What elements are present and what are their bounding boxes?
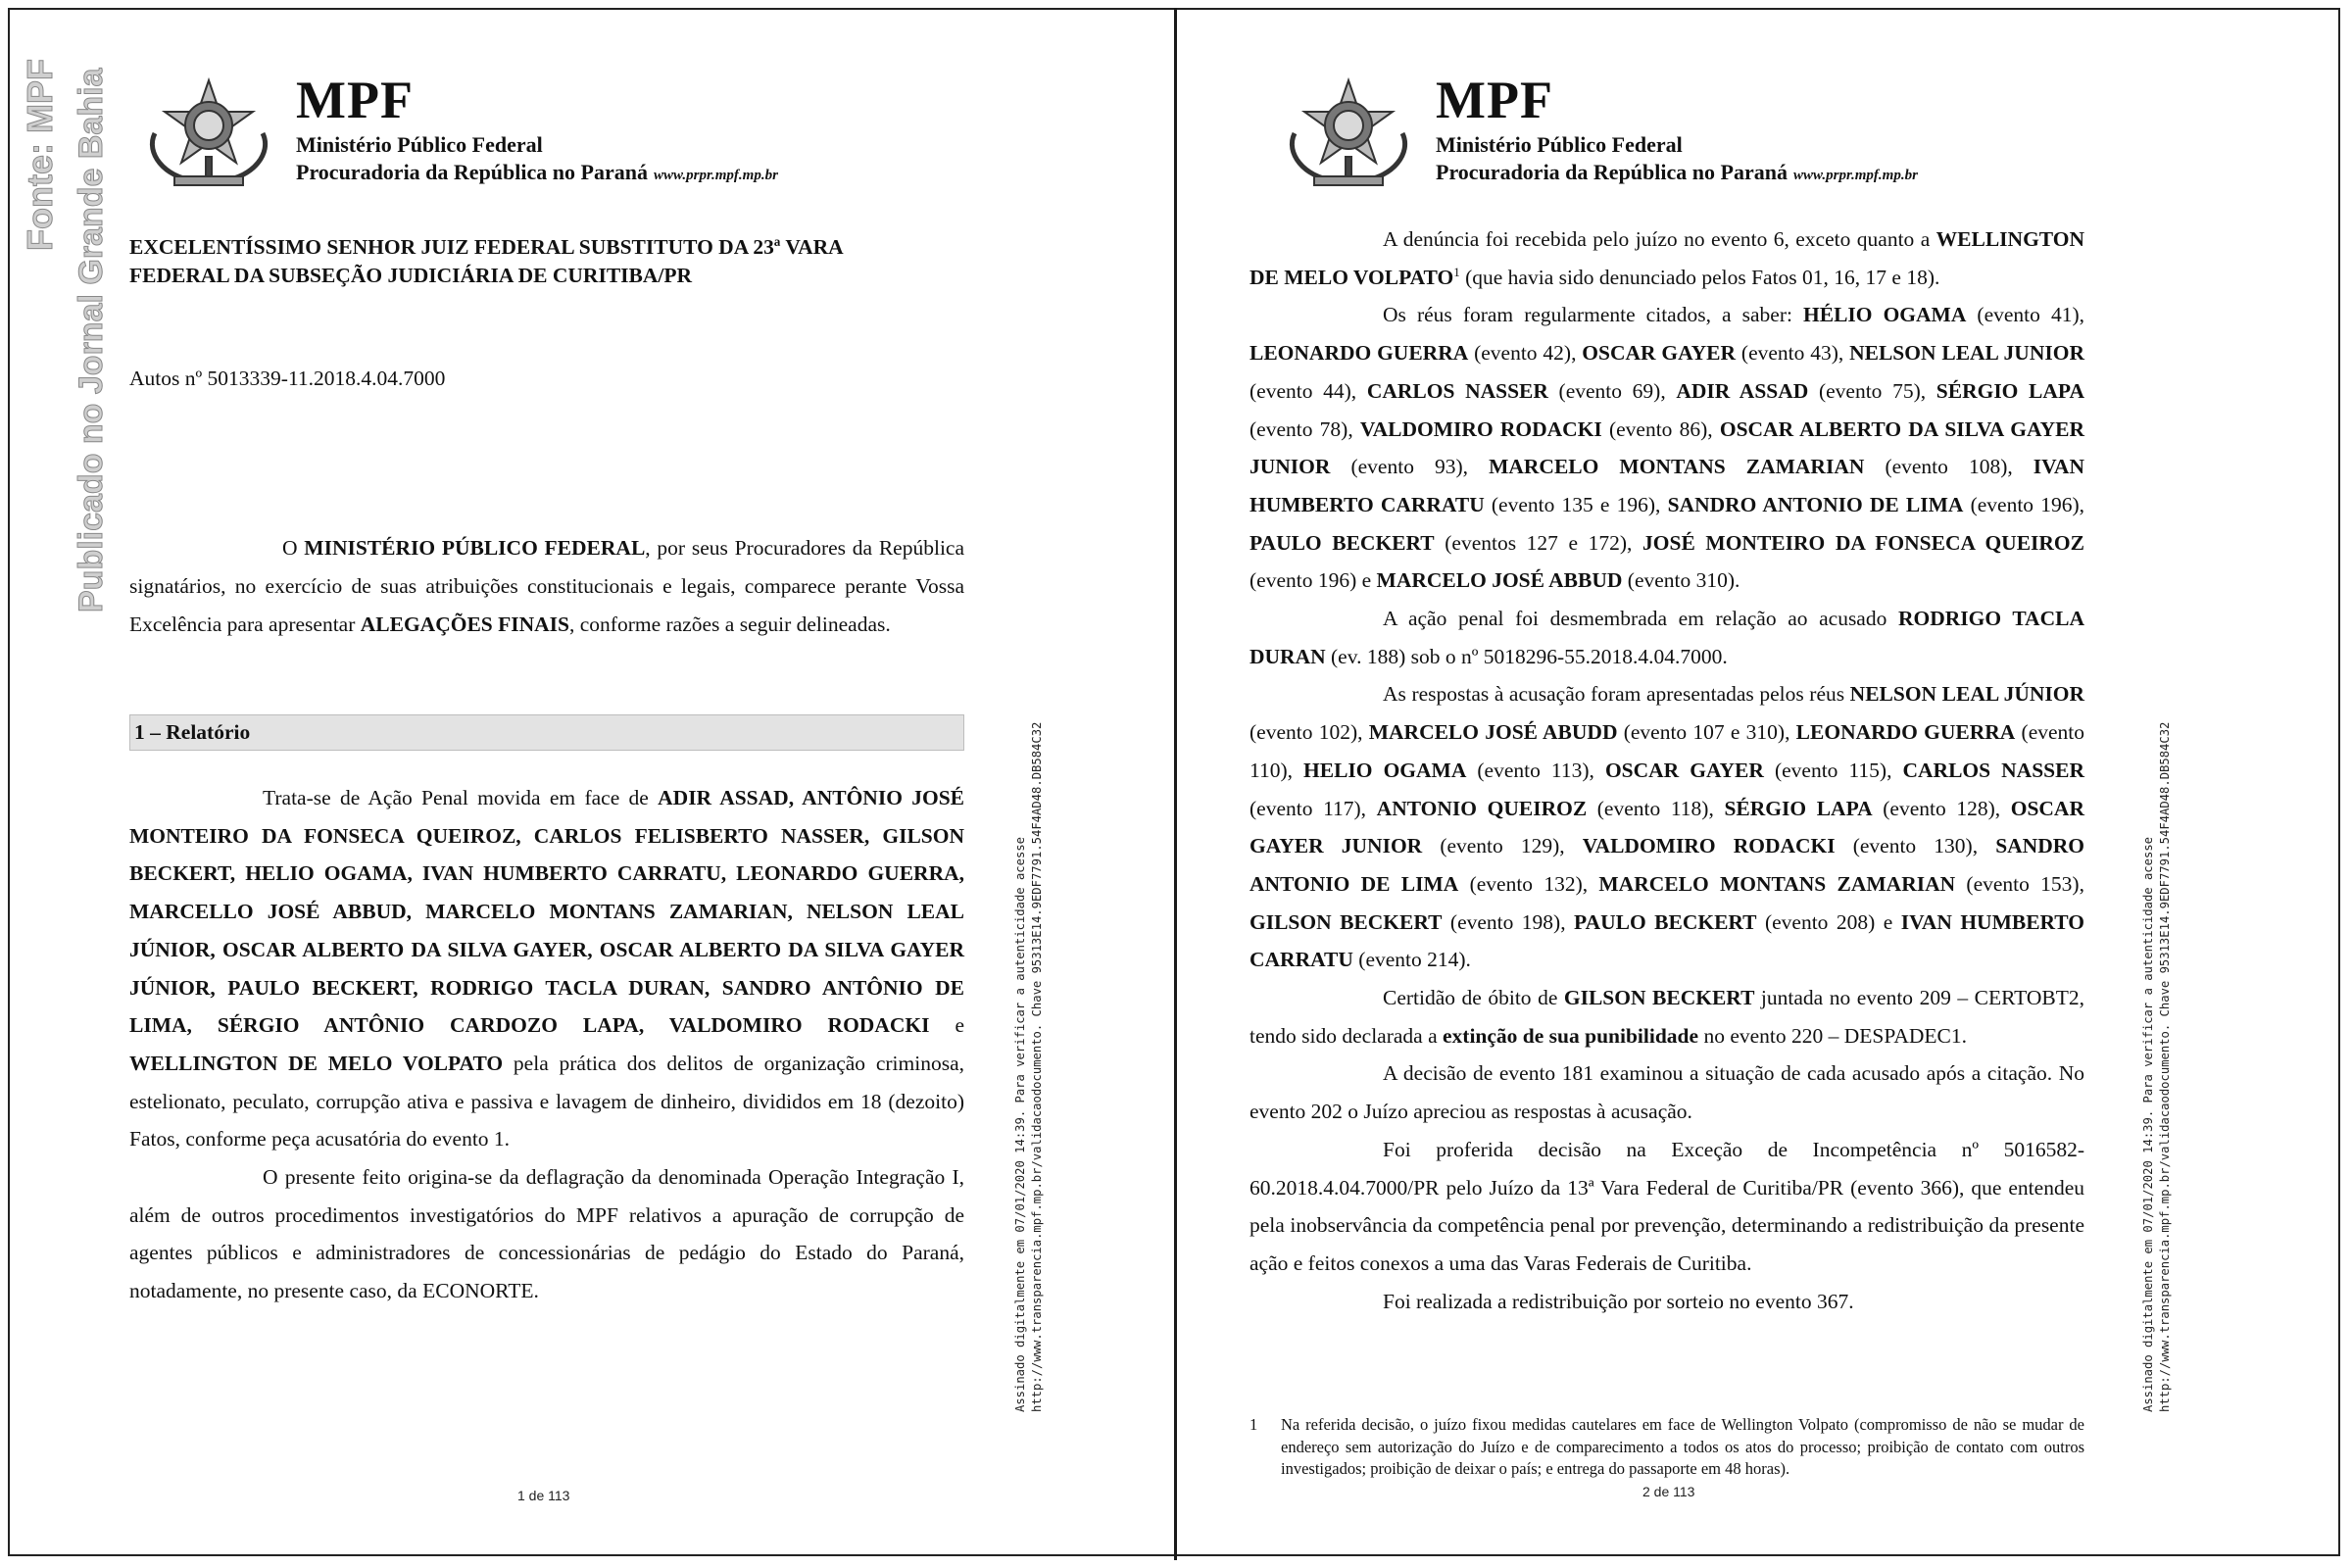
- org-acronym: MPF: [1436, 71, 1553, 129]
- paragraph-incompetencia: Foi proferida decisão na Exceção de Incompetência nº 5016582-60.2018.4.04.7000/PR pelo Juízo da 13ª Vara Federal de Curitiba/PR (evento 366), que entendeu pela inobservância da competência penal por prevenção, determinando a redistribuição da presente ação e feitos conexos a uma das Varas Federais de Curitiba.: [1250, 1137, 2084, 1275]
- footnote-text: Na referida decisão, o juízo fixou medidas cautelares em face de Wellington Volpato (compromisso de não se mudar de endereço sem autorização do Juízo e de comparecimento a todos os atos do processo; proibição de contato com outros investigados; proibição de deixar o país; e entrega do passaporte em 48 horas).: [1281, 1415, 2084, 1478]
- paragraph-obito: Certidão de óbito de GILSON BECKERT juntada no evento 209 – CERTOBT2, tendo sido declarada a extinção de sua punibilidade no evento 220 – DESPADEC1.: [1250, 986, 2084, 1048]
- page2-body: [1250, 220, 2084, 1320]
- paragraph-citacoes: Os réus foram regularmente citados, a saber: HÉLIO OGAMA (evento 41), LEONARDO GUERRA (evento 42), OSCAR GAYER (evento 43), NELSON LEAL JUNIOR (evento 44), CARLOS NASSER (evento 69), ADIR ASSAD (evento 75), SÉRGIO LAPA (evento 78), VALDOMIRO RODACKI (evento 86), OSCAR ALBERTO DA SILVA GAYER JUNIOR (evento 93), MARCELO MONTANS ZAMARIAN (evento 108), IVAN HUMBERTO CARRATU (evento 135 e 196), SANDRO ANTONIO DE LIMA (evento 196), PAULO BECKERT (eventos 127 e 172), JOSÉ MONTEIRO DA FONSECA QUEIROZ (evento 196) e MARCELO JOSÉ ABBUD (evento 310).: [1250, 303, 2084, 593]
- header-url: www.prpr.mpf.mp.br: [653, 168, 778, 183]
- watermark-source: Fonte: MPF: [20, 59, 60, 251]
- footnote-ref: 1: [1453, 264, 1460, 279]
- header-url: www.prpr.mpf.mp.br: [1792, 168, 1918, 183]
- paragraph-desmembramento: A ação penal foi desmembrada em relação ao acusado RODRIGO TACLA DURAN (ev. 188) sob o nº 5018296-55.2018.4.04.7000.: [1250, 607, 2084, 668]
- coat-of-arms-icon: [135, 74, 282, 192]
- ministry-name: Ministério Público Federal: [1436, 132, 1683, 157]
- coat-of-arms-icon: [1275, 74, 1422, 192]
- ministry-name: Ministério Público Federal: [296, 132, 543, 157]
- addressee: [129, 233, 964, 290]
- office-name: Procuradoria da República no Paraná: [296, 160, 648, 184]
- page-1: [0, 0, 1174, 1568]
- org-acronym: MPF: [296, 71, 414, 129]
- paragraph-decisao-181: A decisão de evento 181 examinou a situação de cada acusado após a citação. No evento 202 o Juízo apreciou as respostas à acusação.: [1250, 1061, 2084, 1124]
- digital-signature-stamp: Assinado digitalmente em 07/01/2020 14:39. Para verificar a autenticidade acesse http://www.transparencia.mpf.mp.br/validacaodocumento. Chave 95313E14.9EDF7791.54F4AD48.DB584C32: [1013, 721, 1044, 1412]
- page-number: 1 de 113: [517, 1488, 570, 1503]
- paragraph-denuncia: A denúncia foi recebida pelo juízo no evento 6, exceto quanto a WELLINGTON DE MELO VOLPATO$^1$ (que havia sido denunciado pelos Fatos 01, 16, 17 e 18).: [1250, 227, 2084, 289]
- intro-paragraph: O MINISTÉRIO PÚBLICO FEDERAL, por seus Procuradores da República signatários, no exercício de suas atribuições constitucionais e legais, comparece perante Vossa Excelência para apresentar ALEGAÇÕES FINAIS, conforme razões a seguir delineadas.: [129, 535, 965, 636]
- addressee-line-1: EXCELENTÍSSIMO SENHOR JUIZ FEDERAL SUBSTITUTO DA 23ª VARA: [129, 235, 844, 259]
- paragraph-respostas: As respostas à acusação foram apresentadas pelos réus NELSON LEAL JÚNIOR (evento 102), MARCELO JOSÉ ABUDD (evento 107 e 310), LEONARDO GUERRA (evento 110), HELIO OGAMA (evento 113), OSCAR GAYER (evento 115), CARLOS NASSER (evento 117), ANTONIO QUEIROZ (evento 118), SÉRGIO LAPA (evento 128), OSCAR GAYER JUNIOR (evento 129), VALDOMIRO RODACKI (evento 130), SANDRO ANTONIO DE LIMA (evento 132), MARCELO MONTANS ZAMARIAN (evento 153), GILSON BECKERT (evento 198), PAULO BECKERT (evento 208) e IVAN HUMBERTO CARRATU (evento 214).: [1250, 682, 2085, 972]
- case-number: Autos nº 5013339-11.2018.4.04.7000: [129, 367, 446, 390]
- section-heading-relatorio: 1 – Relatório: [129, 714, 964, 751]
- watermark-publisher: Publicado no Jornal Grande Bahia: [73, 68, 110, 612]
- office-name: Procuradoria da República no Paraná: [1436, 160, 1788, 184]
- digital-signature-stamp: Assinado digitalmente em 07/01/2020 14:39. Para verificar a autenticidade acesse http://www.transparencia.mpf.mp.br/validacaodocumento. Chave 95313E14.9EDF7791.54F4AD48.DB584C32: [2141, 721, 2172, 1412]
- page-number: 2 de 113: [1642, 1484, 1695, 1499]
- paragraph-redistribuicao: Foi realizada a redistribuição por sorteio no evento 367.: [1383, 1289, 1854, 1313]
- paragraph-defendants: Trata-se de Ação Penal movida em face de ADIR ASSAD, ANTÔNIO JOSÉ MONTEIRO DA FONSECA QUEIROZ, CARLOS FELISBERTO NASSER, GILSON BECKERT, HELIO OGAMA, IVAN HUMBERTO CARRATU, LEONARDO GUERRA, MARCELLO JOSÉ ABBUD, MARCELO MONTANS ZAMARIAN, NELSON LEAL JÚNIOR, OSCAR ALBERTO DA SILVA GAYER, OSCAR ALBERTO DA SILVA GAYER JÚNIOR, PAULO BECKERT, RODRIGO TACLA DURAN, SANDRO ANTÔNIO DE LIMA, SÉRGIO ANTÔNIO CARDOZO LAPA, VALDOMIRO RODACKI e WELLINGTON DE MELO VOLPATO pela prática dos delitos de organização criminosa, estelionato, peculato, corrupção ativa e passiva e lavagem de dinheiro, divididos em 18 (dezoito) Fatos, conforme peça acusatória do evento 1.: [129, 786, 964, 1152]
- addressee-line-2: FEDERAL DA SUBSEÇÃO JUDICIÁRIA DE CURITIBA/PR: [129, 264, 693, 287]
- footnote: [1250, 1414, 2084, 1481]
- page1-body: [129, 779, 964, 1310]
- footnote-number: 1: [1250, 1415, 1258, 1434]
- paragraph-origin: O presente feito origina-se da deflagração da denominada Operação Integração I, além de outros procedimentos investigatórios do MPF relativos a apuração de corrupção de agentes públicos e administradores de concessionárias de pedágio do Estado do Paraná, notadamente, no presente caso, da ECONORTE.: [129, 1165, 964, 1303]
- page-2: [1177, 0, 2352, 1568]
